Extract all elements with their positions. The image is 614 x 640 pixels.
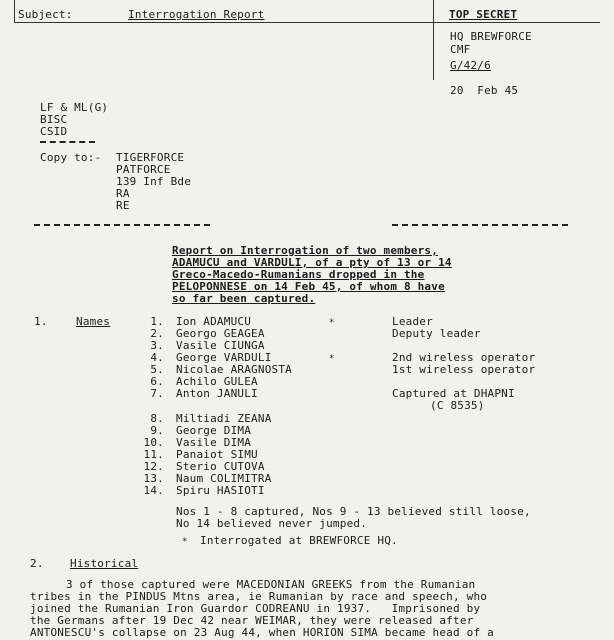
section-1-number: 1. [34,315,48,328]
name-entry: George DIMA [176,424,252,437]
name-entry: Spiru HASIOTI [176,484,265,497]
subject-value: Interrogation Report [128,8,265,21]
historical-line: ANTONESCU's collapse on 23 Aug 44, when HORION SIMA became head of a [30,626,494,639]
interrogated-marker: * [329,354,335,364]
historical-line: 3 of those captured were MACEDONIAN GREEKS from the Rumanian [66,578,476,591]
section-2-heading: Historical [70,557,139,570]
name-number: 13. [143,472,164,485]
header-frame-left [14,0,15,22]
capture-summary-line: No 14 believed never jumped. [176,517,368,530]
name-number: 9. [150,424,164,437]
addressee-2: BISC [40,113,68,126]
copy-to-label: Copy to:- [40,151,102,164]
copy-to-recipient: PATFORCE [116,163,171,176]
interrogated-marker: * [329,318,335,328]
name-entry: Georgo GEAGEA [176,327,265,340]
addressee-3: CSID [40,125,68,138]
report-title-line: PELOPONNESE on 14 Feb 45, of whom 8 have [172,280,445,293]
name-number: 10. [143,436,164,449]
report-title-line: so far been captured. [172,292,316,305]
name-entry: Vasile CIUNGA [176,339,265,352]
header-frame-divider [433,0,434,80]
name-number: 11. [143,448,164,461]
footnote-star: * [182,537,188,547]
grid-reference: (C 8535) [430,399,485,412]
name-entry: Vasile DIMA [176,436,252,449]
name-role: Captured at DHAPNI [392,387,515,400]
name-number: 3. [150,339,164,352]
historical-line: the Germans after 19 Dec 42 near WEIMAR, they were released after [30,614,474,627]
name-entry: Nicolae ARAGNOSTA [176,363,292,376]
section-1-heading: Names [76,315,111,328]
name-number: 8. [150,412,164,425]
name-role: Deputy leader [392,327,481,340]
name-entry: Ion ADAMUCU [176,315,252,328]
report-title-line: Greco-Macedo-Rumanians dropped in the [172,268,425,281]
copy-to-recipient: RA [116,187,130,200]
classification: TOP SECRET [449,8,518,21]
section-2-number: 2. [30,557,44,570]
header-rule [14,22,600,23]
addressee-rule [40,141,95,143]
name-number: 4. [150,351,164,364]
name-number: 5. [150,363,164,376]
name-entry: Sterio CUTOVA [176,460,265,473]
capture-summary-line: Nos 1 - 8 captured, Nos 9 - 13 believed still loose, [176,505,531,518]
subject-label: Subject: [18,8,73,21]
name-role: 1st wireless operator [392,363,536,376]
historical-line: joined the Rumanian Iron Guardor CODREANU in 1937. Imprisoned by [30,602,481,615]
reference-number: G/42/6 [450,59,491,72]
report-date: 20 Feb 45 [450,84,519,97]
name-number: 6. [150,375,164,388]
name-entry: Anton JANULI [176,387,258,400]
name-role: Leader [392,315,433,328]
report-title-line: ADAMUCU and VARDULI, of a pty of 13 or 14 [172,256,452,269]
name-entry: Miltiadi ZEANA [176,412,272,425]
historical-line: tribes in the PINDUS Mtns area, ie Rumanian by race and speech, who [30,590,488,603]
name-number: 14. [143,484,164,497]
name-number: 7. [150,387,164,400]
name-number: 2. [150,327,164,340]
divider-left [34,224,210,226]
name-entry: George VARDULI [176,351,272,364]
name-number: 12. [143,460,164,473]
hq-sub: CMF [450,43,471,56]
name-role: 2nd wireless operator [392,351,536,364]
footnote-text: Interrogated at BREWFORCE HQ. [200,534,398,547]
name-entry: Naum COLIMITRA [176,472,272,485]
addressee-1: LF & ML(G) [40,101,109,114]
copy-to-recipient: 139 Inf Bde [116,175,192,188]
copy-to-recipient: RE [116,199,130,212]
divider-right [392,224,568,226]
name-entry: Panaiot SIMU [176,448,258,461]
hq-name: HQ BREWFORCE [450,30,532,43]
copy-to-recipient: TIGERFORCE [116,151,185,164]
name-entry: Achilo GULEA [176,375,258,388]
report-title-line: Report on Interrogation of two members, [172,244,439,257]
name-number: 1. [150,315,164,328]
